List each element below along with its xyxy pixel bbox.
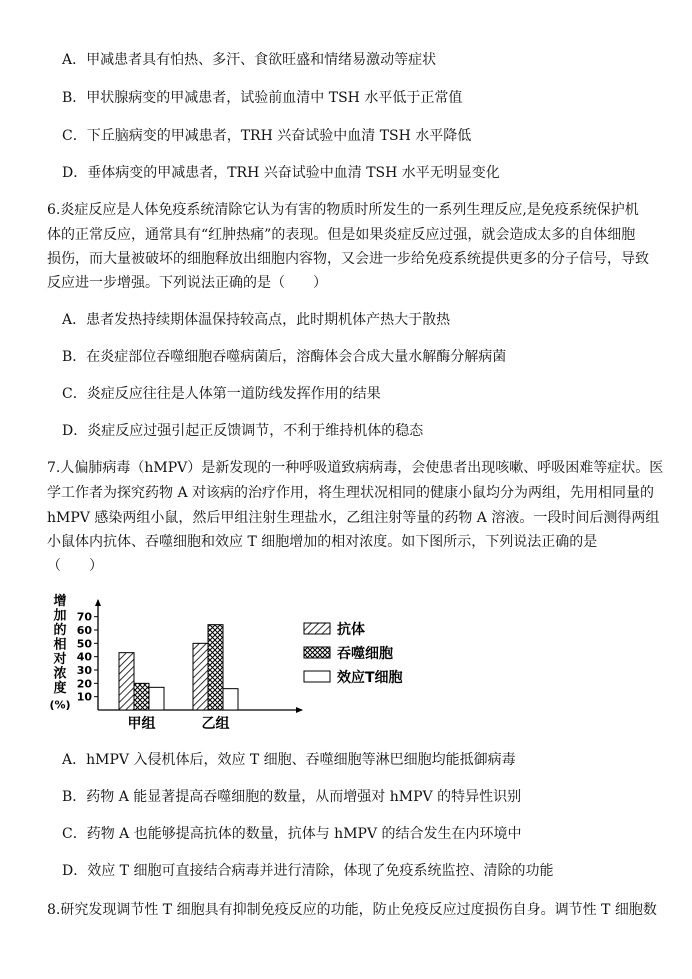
legend-label-2: 效应T细胞 [337, 670, 403, 686]
y-tick-label: 70 [76, 610, 92, 624]
legend-swatch-0 [304, 623, 330, 634]
y-tick-label: 50 [76, 637, 92, 651]
y-axis-label-char: 的 [53, 623, 67, 638]
bar-0-2 [149, 687, 164, 710]
y-tick-label: 20 [76, 677, 92, 691]
q7-stem-line-2: 学工作者为探究药物 A 对该病的治疗作用，将生理状况相同的健康小鼠均分为两组，先用相同量的 [47, 485, 655, 501]
q5-option-b: B．甲状腺病变的甲减患者，试验前血清中 TSH 水平低于正常值 [62, 90, 463, 106]
y-axis-label-char: 对 [53, 652, 67, 667]
y-tick-label: 60 [76, 624, 92, 637]
bar-1-0 [193, 643, 208, 710]
legend-label-0: 抗体 [337, 622, 365, 638]
y-axis-label-char: 浓 [53, 666, 67, 682]
q6-stem-line-1: 6.炎症反应是人体免疫系统清除它认为有害的物质时所发生的一系列生理反应,是免疫系统保护机 [47, 202, 639, 218]
q6-option-c: C．炎症反应往往是人体第一道防线发挥作用的结果 [62, 386, 381, 402]
q7-stem-line-4: 小鼠体内抗体、吞噬细胞和效应 T 细胞增加的相对浓度。如下图所示，下列说法正确的是 [47, 534, 598, 550]
q6-option-d: D．炎症反应过强引起正反馈调节，不利于维持机体的稳态 [62, 423, 424, 439]
y-axis-label-char: 增 [53, 594, 67, 609]
q7-stem-line-5: （ ） [47, 558, 103, 574]
bar-0-1 [134, 683, 149, 710]
y-axis-label-char: 度 [53, 681, 67, 696]
legend-label-1: 吞噬细胞 [337, 646, 393, 662]
x-tick-label: 甲组 [127, 716, 156, 732]
q7-option-a: A．hMPV 入侵机体后，效应 T 细胞、吞噬细胞等淋巴细胞均能抵御病毒 [62, 752, 516, 768]
q7-option-c: C．药物 A 也能够提高抗体的数量，抗体与 hMPV 的结合发生在内环境中 [62, 826, 522, 842]
y-tick-label: 40 [76, 650, 92, 664]
y-tick-label: 30 [76, 664, 92, 677]
bar-1-1 [208, 625, 223, 710]
q8-stem-line-1: 8.研究发现调节性 T 细胞具有抑制免疫反应的功能，防止免疫反应过度损伤自身。调节性 T 细胞数 [47, 902, 657, 918]
y-tick-label: 10 [76, 690, 92, 704]
y-axis-label-char: 相 [53, 637, 67, 653]
q5-option-a: A．甲减患者具有怕热、多汗、食欲旺盛和情绪易激动等症状 [62, 52, 437, 68]
q6-option-a: A．患者发热持续期体温保持较高点，此时期机体产热大于散热 [62, 312, 451, 328]
bar-chart [40, 590, 440, 740]
q6-stem-line-4: 反应进一步增强。下列说法正确的是（ ） [47, 275, 327, 291]
x-tick-label: 乙组 [201, 716, 230, 732]
q7-stem-line-1: 7.人偏肺病毒（hMPV）是新发现的一种呼吸道致病病毒，会使患者出现咳嗽、呼吸困难等症状。医 [47, 460, 664, 476]
q5-option-c: C．下丘脑病变的甲减患者，TRH 兴奋试验中血清 TSH 水平降低 [62, 128, 472, 144]
q6-stem-line-2: 体的正常反应，通常具有“红肿热痛”的表现。但是如果炎症反应过强，就会造成太多的自体细胞 [47, 227, 636, 243]
bar-1-2 [223, 689, 238, 710]
q7-option-d: D．效应 T 细胞可直接结合病毒并进行清除，体现了免疫系统监控、清除的功能 [62, 863, 554, 879]
q7-stem-line-3: hMPV 感染两组小鼠，然后甲组注射生理盐水，乙组注射等量的药物 A 溶液。一段时间后测得两组 [47, 510, 660, 526]
q5-option-d: D．垂体病变的甲减患者，TRH 兴奋试验中血清 TSH 水平无明显变化 [62, 165, 500, 181]
legend-swatch-1 [304, 647, 330, 658]
x-axis-arrow [296, 707, 303, 713]
bar-0-0 [119, 653, 134, 710]
q6-stem-line-3: 损伤，而大量被破坏的细胞释放出细胞内容物，又会进一步给免疫系统提供更多的分子信号，导致 [47, 251, 649, 267]
y-axis-unit: (%) [49, 698, 71, 712]
legend-swatch-2 [304, 671, 330, 682]
q7-option-b: B．药物 A 能显著提高吞噬细胞的数量，从而增强对 hMPV 的特异性识别 [62, 789, 522, 805]
y-axis-label-char: 加 [53, 608, 67, 624]
q6-option-b: B．在炎症部位吞噬细胞吞噬病菌后，溶酶体会合成大量水解酶分解病菌 [62, 349, 507, 365]
y-axis-arrow [95, 599, 101, 606]
